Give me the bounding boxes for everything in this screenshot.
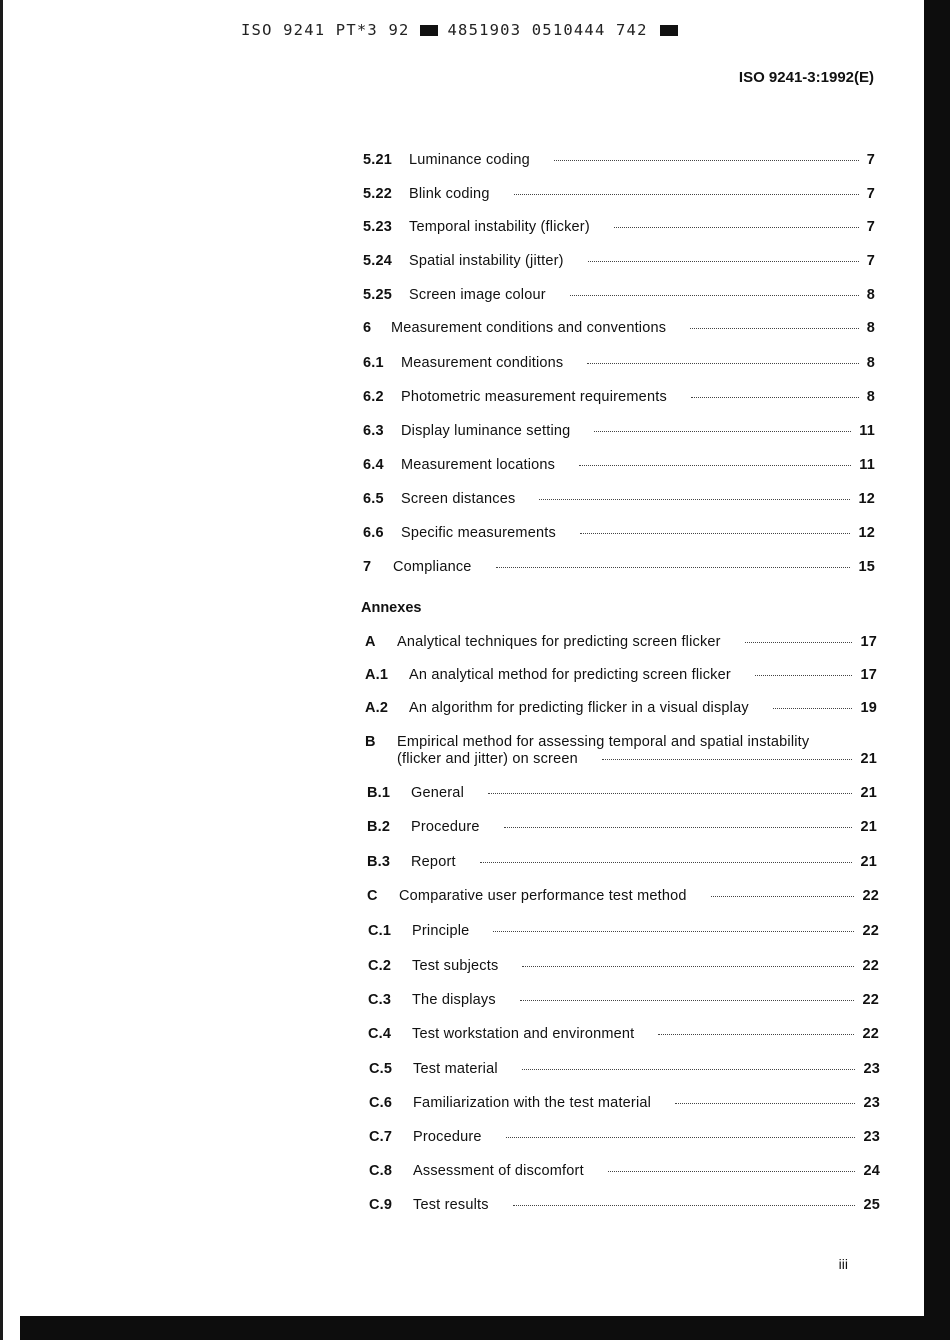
dot-leader bbox=[691, 397, 859, 398]
toc-page-number: 8 bbox=[866, 355, 875, 371]
annex-page-number: 21 bbox=[860, 819, 877, 835]
annex-number: A.2 bbox=[365, 700, 389, 716]
annex-number: C.3 bbox=[368, 992, 392, 1008]
toc-page-number: 8 bbox=[866, 389, 875, 405]
annex-page-number: 22 bbox=[862, 923, 879, 939]
toc-entry bbox=[363, 559, 875, 575]
annex-entry bbox=[368, 958, 879, 974]
annex-title: Test material bbox=[413, 1061, 498, 1077]
annex-entry bbox=[369, 1061, 880, 1077]
annex-number: B.2 bbox=[367, 819, 391, 835]
annex-page-number: 23 bbox=[863, 1061, 880, 1077]
annex-entry bbox=[368, 923, 879, 939]
annex-title: Analytical techniques for predicting screen flicker bbox=[397, 634, 721, 650]
annex-entry bbox=[367, 854, 877, 870]
scan-mark-bar bbox=[420, 25, 438, 36]
annex-entry bbox=[397, 751, 877, 767]
annex-page-number: 22 bbox=[862, 1026, 879, 1042]
annex-title: Empirical method for assessing temporal and spatial instability bbox=[397, 734, 810, 750]
toc-page-number: 7 bbox=[866, 219, 875, 235]
toc-entry bbox=[363, 219, 875, 235]
annex-page-number: 23 bbox=[863, 1129, 880, 1145]
dot-leader bbox=[588, 261, 859, 262]
toc-page-number: 7 bbox=[866, 152, 875, 168]
annexes-heading: Annexes bbox=[361, 600, 422, 616]
toc-page-number: 15 bbox=[858, 559, 875, 575]
annex-number: C.4 bbox=[368, 1026, 392, 1042]
annex-entry bbox=[368, 1026, 879, 1042]
dot-leader bbox=[711, 896, 855, 897]
toc-number: 5.25 bbox=[363, 287, 393, 303]
annex-number: C.1 bbox=[368, 923, 392, 939]
dot-leader bbox=[522, 1069, 856, 1070]
annex-page-number: 19 bbox=[860, 700, 877, 716]
dot-leader bbox=[496, 567, 851, 568]
annex-entry bbox=[367, 785, 877, 801]
toc-entry bbox=[363, 355, 875, 371]
annex-title: Procedure bbox=[411, 819, 480, 835]
toc-title: Compliance bbox=[393, 559, 472, 575]
annex-page-number: 22 bbox=[862, 888, 879, 904]
annex-page-number: 22 bbox=[862, 992, 879, 1008]
dot-leader bbox=[579, 465, 851, 466]
annex-title: The displays bbox=[412, 992, 496, 1008]
toc-title: Spatial instability (jitter) bbox=[409, 253, 564, 269]
annex-number: C.8 bbox=[369, 1163, 393, 1179]
annex-entry bbox=[369, 1163, 880, 1179]
toc-entry bbox=[363, 389, 875, 405]
dot-leader bbox=[587, 363, 858, 364]
dot-leader bbox=[554, 160, 859, 161]
annex-number: C.9 bbox=[369, 1197, 393, 1213]
annex-title: Procedure bbox=[413, 1129, 482, 1145]
toc-entry bbox=[363, 186, 875, 202]
dot-leader bbox=[513, 1205, 856, 1206]
annex-title: Test subjects bbox=[412, 958, 499, 974]
toc-title: Screen image colour bbox=[409, 287, 546, 303]
annex-page-number: 22 bbox=[862, 958, 879, 974]
annex-page-number: 21 bbox=[860, 751, 877, 767]
annex-page-number: 23 bbox=[863, 1095, 880, 1111]
toc-number: 6 bbox=[363, 320, 372, 336]
annex-entry bbox=[367, 819, 877, 835]
toc-page-number: 7 bbox=[866, 253, 875, 269]
toc-title: Measurement locations bbox=[401, 457, 556, 473]
annex-entry bbox=[368, 992, 879, 1008]
scan-header bbox=[241, 21, 678, 39]
annex-entry bbox=[367, 888, 879, 904]
toc-title: Measurement conditions and conventions bbox=[391, 320, 667, 336]
toc-number: 7 bbox=[363, 559, 372, 575]
toc-title: Screen distances bbox=[401, 491, 516, 507]
annex-title: Comparative user performance test method bbox=[399, 888, 687, 904]
dot-leader bbox=[506, 1137, 856, 1138]
toc-entry bbox=[363, 287, 875, 303]
toc-entry bbox=[363, 320, 875, 336]
standard-identifier: ISO 9241-3:1992(E) bbox=[738, 69, 874, 86]
toc-title: Luminance coding bbox=[409, 152, 530, 168]
dot-leader bbox=[504, 827, 853, 828]
toc-number: 6.1 bbox=[363, 355, 384, 371]
annex-number: C.5 bbox=[369, 1061, 393, 1077]
dot-leader bbox=[480, 862, 853, 863]
scan-border-right bbox=[924, 0, 950, 1340]
annex-number: C.6 bbox=[369, 1095, 393, 1111]
toc-number: 5.24 bbox=[363, 253, 393, 269]
dot-leader bbox=[755, 675, 853, 676]
dot-leader bbox=[675, 1103, 855, 1104]
dot-leader bbox=[602, 759, 853, 760]
annex-page-number: 21 bbox=[860, 785, 877, 801]
toc-page-number: 11 bbox=[859, 423, 875, 439]
toc-entry bbox=[363, 423, 875, 439]
toc-page-number: 8 bbox=[866, 287, 875, 303]
annex-title: An analytical method for predicting screen flicker bbox=[409, 667, 731, 683]
dot-leader bbox=[520, 1000, 855, 1001]
scan-header-left: ISO 9241 PT*3 92 bbox=[241, 21, 410, 39]
dot-leader bbox=[745, 642, 853, 643]
dot-leader bbox=[539, 499, 850, 500]
annex-number: B.3 bbox=[367, 854, 391, 870]
toc-title: Temporal instability (flicker) bbox=[409, 219, 590, 235]
annex-title: Report bbox=[411, 854, 456, 870]
annex-entry bbox=[369, 1129, 880, 1145]
toc-title: Specific measurements bbox=[401, 525, 556, 541]
toc-page-number: 7 bbox=[866, 186, 875, 202]
annex-title: An algorithm for predicting flicker in a visual display bbox=[409, 700, 749, 716]
annex-number: B.1 bbox=[367, 785, 391, 801]
annex-entry bbox=[365, 634, 877, 650]
toc-entry bbox=[363, 525, 875, 541]
annex-number: B bbox=[365, 734, 376, 750]
annex-entry-heading-line bbox=[365, 734, 877, 750]
annex-number: C.7 bbox=[369, 1129, 393, 1145]
scan-border-bottom bbox=[20, 1316, 950, 1340]
annex-page-number: 24 bbox=[863, 1163, 880, 1179]
annex-number: A bbox=[365, 634, 376, 650]
toc-title: Photometric measurement requirements bbox=[401, 389, 667, 405]
annex-page-number: 17 bbox=[860, 667, 877, 683]
dot-leader bbox=[608, 1171, 856, 1172]
page-folio: iii bbox=[838, 1256, 848, 1272]
annex-number: C.2 bbox=[368, 958, 392, 974]
toc-number: 6.5 bbox=[363, 491, 384, 507]
annex-number: A.1 bbox=[365, 667, 389, 683]
toc-entry bbox=[363, 457, 875, 473]
annex-title: Test workstation and environment bbox=[412, 1026, 635, 1042]
dot-leader bbox=[522, 966, 854, 967]
dot-leader bbox=[690, 328, 859, 329]
annex-title-continued: (flicker and jitter) on screen bbox=[397, 751, 578, 767]
scan-header-right: 4851903 0510444 742 bbox=[447, 21, 648, 39]
annex-page-number: 17 bbox=[860, 634, 877, 650]
toc-page-number: 12 bbox=[858, 491, 875, 507]
toc-number: 6.4 bbox=[363, 457, 384, 473]
toc-title: Display luminance setting bbox=[401, 423, 571, 439]
annex-title: Test results bbox=[413, 1197, 489, 1213]
dot-leader bbox=[658, 1034, 854, 1035]
dot-leader bbox=[594, 431, 851, 432]
dot-leader bbox=[570, 295, 859, 296]
dot-leader bbox=[614, 227, 859, 228]
toc-number: 6.3 bbox=[363, 423, 384, 439]
annex-page-number: 25 bbox=[863, 1197, 880, 1213]
annex-title: Familiarization with the test material bbox=[413, 1095, 652, 1111]
toc-number: 6.2 bbox=[363, 389, 384, 405]
annex-entry bbox=[365, 667, 877, 683]
annex-entry bbox=[369, 1197, 880, 1213]
annex-title: General bbox=[411, 785, 464, 801]
dot-leader bbox=[488, 793, 852, 794]
annex-title: Assessment of discomfort bbox=[413, 1163, 584, 1179]
toc-entry bbox=[363, 491, 875, 507]
toc-entry bbox=[363, 152, 875, 168]
dot-leader bbox=[514, 194, 859, 195]
annex-title: Principle bbox=[412, 923, 470, 939]
toc-page-number: 11 bbox=[859, 457, 875, 473]
toc-number: 5.21 bbox=[363, 152, 393, 168]
dot-leader bbox=[580, 533, 851, 534]
toc-title: Blink coding bbox=[409, 186, 490, 202]
annex-entry bbox=[369, 1095, 880, 1111]
document-page bbox=[3, 0, 924, 1316]
scan-mark-bar bbox=[660, 25, 678, 36]
toc-title: Measurement conditions bbox=[401, 355, 564, 371]
toc-number: 5.22 bbox=[363, 186, 393, 202]
annex-number: C bbox=[367, 888, 378, 904]
annex-entry bbox=[365, 700, 877, 716]
toc-entry bbox=[363, 253, 875, 269]
annex-page-number: 21 bbox=[860, 854, 877, 870]
dot-leader bbox=[493, 931, 854, 932]
toc-number: 5.23 bbox=[363, 219, 393, 235]
toc-page-number: 12 bbox=[858, 525, 875, 541]
toc-page-number: 8 bbox=[866, 320, 875, 336]
toc-number: 6.6 bbox=[363, 525, 384, 541]
dot-leader bbox=[773, 708, 853, 709]
